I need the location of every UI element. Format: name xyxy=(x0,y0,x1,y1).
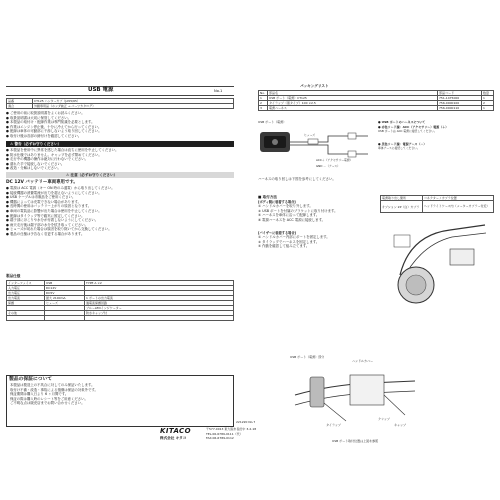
parts-heading: パッキングリスト xyxy=(300,84,329,88)
install-step1-heading: [ボディ側に装着する場合] xyxy=(258,199,296,204)
guarantee-line: 本製品は製造上の不具合に対してのみ保証いたします。 xyxy=(10,383,95,387)
notice-line: ● 製品の仕様は予告なく変更する場合があります。 xyxy=(6,231,85,236)
notice-line: ● 長時間の使用はバッテリー上がりの原因となります。 xyxy=(6,204,92,209)
harness-note: ハーネスの取り回しは下図を参考にしてください。 xyxy=(258,177,336,181)
install-line: ② USB ポートを付属のブラケットに取り付けます。 xyxy=(258,208,338,213)
handle-cover-shape xyxy=(350,375,384,405)
harness-table xyxy=(380,195,494,213)
notice-line: ● 端子部にほこりや水分が付着しないようにしてください。 xyxy=(6,218,99,223)
page-title: USB 電源 xyxy=(88,87,114,93)
col-header: 数量 xyxy=(482,91,494,96)
caution-icon: ⚠ xyxy=(66,173,71,177)
spec-value: USB xyxy=(45,281,85,286)
harness-location: ヘッドライトケース内（メーターカプラー付近） xyxy=(422,201,493,213)
table-row xyxy=(381,201,494,213)
guarantee-line: 取付け不備・改造・事故による損傷は保証の対象外です。 xyxy=(10,387,98,392)
notice-line: ● 配線はタイラップ等で確実に固定してください。 xyxy=(6,213,85,218)
col-header: 電源取り出し箇所 xyxy=(381,196,423,201)
legend-plus: ● 赤色リード線：ACC（アクセサリー）電源（＋） xyxy=(378,124,449,129)
notice-line: ● 車両の電装品に影響が出た場合は使用を中止してください。 xyxy=(6,208,102,213)
part-no: 3 xyxy=(259,106,268,111)
spec-label: 保護 xyxy=(7,301,45,306)
notice-line: ● USB ケーブルは市販品をご使用ください。 xyxy=(6,195,76,200)
part-no: 1 xyxy=(259,96,268,101)
warning-line: ● 改造・分解はしないでください。 xyxy=(6,166,61,171)
install-step2-heading: [バイザーに装着する場合] xyxy=(258,230,296,235)
install-heading: ■ 取付方法 xyxy=(258,195,278,199)
gnd-label: GND －（アース） xyxy=(316,164,340,168)
col-header: コネクター / カプラ位置 xyxy=(422,196,493,201)
guarantee-line: ご不明な点は販売店までお問い合わせください。 xyxy=(10,401,85,406)
notice-line: ● 機器によっては充電できない場合があります。 xyxy=(6,199,81,204)
warning-heading xyxy=(6,141,234,147)
usb-port-label: USB ポート（電源） xyxy=(258,120,287,124)
install-line: ② タイラップでハーネスを固定します。 xyxy=(258,239,320,244)
part-qty: 2 xyxy=(482,101,494,106)
figure-caption: USB ポート取付位置は上図を参照 xyxy=(332,439,379,443)
acc-label: ACC＋（アクセサリー電源） xyxy=(316,158,353,162)
wiring-legend xyxy=(378,120,494,151)
harness-source: オプション 2P（白）カプラ xyxy=(381,201,423,213)
notice-line: ● 雨天走行後は端子部の水分を拭き取ってください。 xyxy=(6,222,89,227)
install-line: ① ハンドルカバー内部にポートを固定します。 xyxy=(258,235,330,240)
part-name: USB ポート（電源）CT125 xyxy=(268,96,438,101)
black-lead xyxy=(290,145,368,154)
top-rule xyxy=(6,95,234,96)
usb-port-socket xyxy=(272,139,278,145)
install-line: ④ 電源ハーネスを ACC 電源に接続します。 xyxy=(258,217,326,222)
col-header: 部品名 xyxy=(268,91,438,96)
spec-extra xyxy=(85,316,234,321)
intro-line: ● ご使用の前に取扱説明書をよくお読みください。 xyxy=(6,111,85,115)
part-qty: 1 xyxy=(482,106,494,111)
spec-label: 入力電圧 xyxy=(7,286,45,291)
spec-extra: ブルーLEDインジケーター xyxy=(85,306,234,311)
part-name: 電源ハーネス xyxy=(268,106,438,111)
intro-line: ● 取付け後は各部の締付けを確認してください。 xyxy=(6,133,82,138)
part-name: タイラップ（黒タイプ）100 ×2.5 xyxy=(268,101,438,106)
spec-extra: TYPE A ×2 xyxy=(85,281,234,286)
specs-table xyxy=(6,280,234,321)
fax: FAX.06-6789-0112 xyxy=(206,436,234,441)
model-value: CT125 ハンターカブ（JA55/65） xyxy=(33,99,234,104)
spec-extra: 1 ポートの出力電流 xyxy=(85,296,234,301)
spec-label xyxy=(7,316,45,321)
legend-minus-desc: 車体アースに接続してください。 xyxy=(378,146,420,151)
spec-label: 出力電流 xyxy=(7,296,45,301)
tel: TEL.06-6789-0111（代） xyxy=(206,431,243,436)
part-code: 756-0000110 xyxy=(438,106,482,111)
install-section xyxy=(258,195,376,249)
fig-tie-label: タイラップ xyxy=(326,423,341,427)
warning-line: ● 本製品を使用中に異常を感じた場合は直ちに使用を中止してください。 xyxy=(6,148,119,152)
table-row xyxy=(259,106,494,111)
fuse-holder xyxy=(308,139,318,144)
intro-list xyxy=(6,111,234,139)
table-row xyxy=(7,316,234,321)
notice-lead: DC 12V バッテリー車両専用です。 xyxy=(6,180,78,185)
notice-list xyxy=(6,186,234,237)
legend-plus-desc: USB ポートは ACC 電源に接続してください。 xyxy=(378,129,437,134)
fuse-label: ヒューズ xyxy=(304,133,316,137)
spec-value: DC12V xyxy=(45,286,85,291)
install-line: ① ハンドルカバーを取り外します。 xyxy=(258,204,313,209)
legend-minus: ● 黒色リード線：電源アース（－） xyxy=(378,141,427,146)
spec-value: ヒューズ xyxy=(45,301,85,306)
guarantee-line: 保証期間は購入日より 6 ヶ月間です。 xyxy=(10,392,69,397)
spec-value: DC5V xyxy=(45,291,85,296)
notice-line: ● 接続機器の消費電流が出力を超えないようにしてください。 xyxy=(6,190,102,195)
page-number: No.1 xyxy=(214,89,223,93)
intro-line: ● 取扱説明書は大切に保管してください。 xyxy=(6,115,72,120)
col-header: 部品コード xyxy=(438,91,482,96)
compat-label: 適合 xyxy=(7,104,33,109)
brand-jp: 株式会社 キタコ xyxy=(160,436,187,440)
guarantee-box xyxy=(6,375,234,427)
notice-line: ● 電源は ACC 電源（キー ON 時のみ通電）から取り出してください。 xyxy=(6,186,115,190)
headlight-svg xyxy=(390,215,494,305)
legend-title: ● USB ポートのハーネスについて xyxy=(378,120,426,124)
brand-logo: KITACO xyxy=(160,427,191,435)
intro-line: ● 本製品の取付け・配線作業は専門知識を必要とします。 xyxy=(6,120,95,125)
compat-value: 外観専用品（ホンダ純正 → パーツカタログ） xyxy=(33,104,234,109)
fig-handle-cover-label: ハンドルカバー xyxy=(352,359,374,363)
footer-address xyxy=(206,427,286,441)
model-label: 品番 xyxy=(7,99,33,104)
spec-extra: 防水キャップ付 xyxy=(85,311,234,316)
address: 〒577-0013 東大阪市長田中 3-2-18 xyxy=(206,427,257,431)
guarantee-heading: 製品の保証について xyxy=(9,377,53,382)
doc-date: 221220 No.7 xyxy=(236,420,256,424)
fig-usb-port-label: USB ポート（電源）部分 xyxy=(290,355,325,359)
part-code: 751-1475000 xyxy=(438,96,482,101)
headlight-figure xyxy=(390,215,494,305)
install-line: ③ ハーネスを車体に沿って配線します。 xyxy=(258,213,320,218)
red-lead xyxy=(290,136,368,142)
wiring-diagram xyxy=(258,118,494,174)
gnd-connector xyxy=(348,151,356,157)
warning-line: ● 濡れた手で接続しないでください。 xyxy=(6,161,65,166)
notice-heading-text: 注意（必ずお守りください） xyxy=(70,173,118,177)
spec-value: 最大 2100mA xyxy=(45,296,85,301)
spec-label: インターフェイス xyxy=(7,281,45,286)
install-line: ③ 作動を確認して組み立てます。 xyxy=(258,244,310,249)
part-no: 2 xyxy=(259,101,268,106)
fig-clip-label: クリップ xyxy=(378,417,390,421)
fig-cap-label: キャップ xyxy=(394,423,407,427)
parts-table xyxy=(258,90,494,111)
guarantee-line: 保証の際は購入時のレシート等をご用意ください。 xyxy=(10,396,88,401)
acc-connector xyxy=(348,133,356,139)
specs-heading: 製品仕様 xyxy=(6,274,21,278)
warning-line: ● 走行中の機器の操作は絶対に行わないでください。 xyxy=(6,157,89,162)
warning-icon: ⚠ xyxy=(10,142,15,146)
notice-line: ● ヒューズが切れた場合は原因を取り除いてから交換してください。 xyxy=(6,227,112,232)
spec-label: 出力電圧 xyxy=(7,291,45,296)
col-header: No. xyxy=(259,91,268,96)
intro-line: ● 配線は車体の可動部に干渉しないよう取り回してください。 xyxy=(6,129,102,134)
warning-heading-text: 警告（必ずお守りください） xyxy=(14,142,62,146)
model-table xyxy=(6,98,234,109)
usb-port-shape xyxy=(310,377,324,407)
spec-extra: 過電流保護回路 xyxy=(85,301,234,306)
install-figure xyxy=(290,355,420,435)
spec-label: その他 xyxy=(7,311,45,316)
spec-value xyxy=(45,316,85,321)
notice-heading xyxy=(6,172,234,178)
warning-list xyxy=(6,148,234,171)
warning-line: ● 防水仕様ではありません。キャップを必ず閉めてください。 xyxy=(6,152,102,157)
part-qty: 1 xyxy=(482,96,494,101)
intro-line: ● 作業はエンジン停止後、十分に冷えてから行ってください。 xyxy=(6,124,102,129)
part-code: 756-0000100 xyxy=(438,101,482,106)
